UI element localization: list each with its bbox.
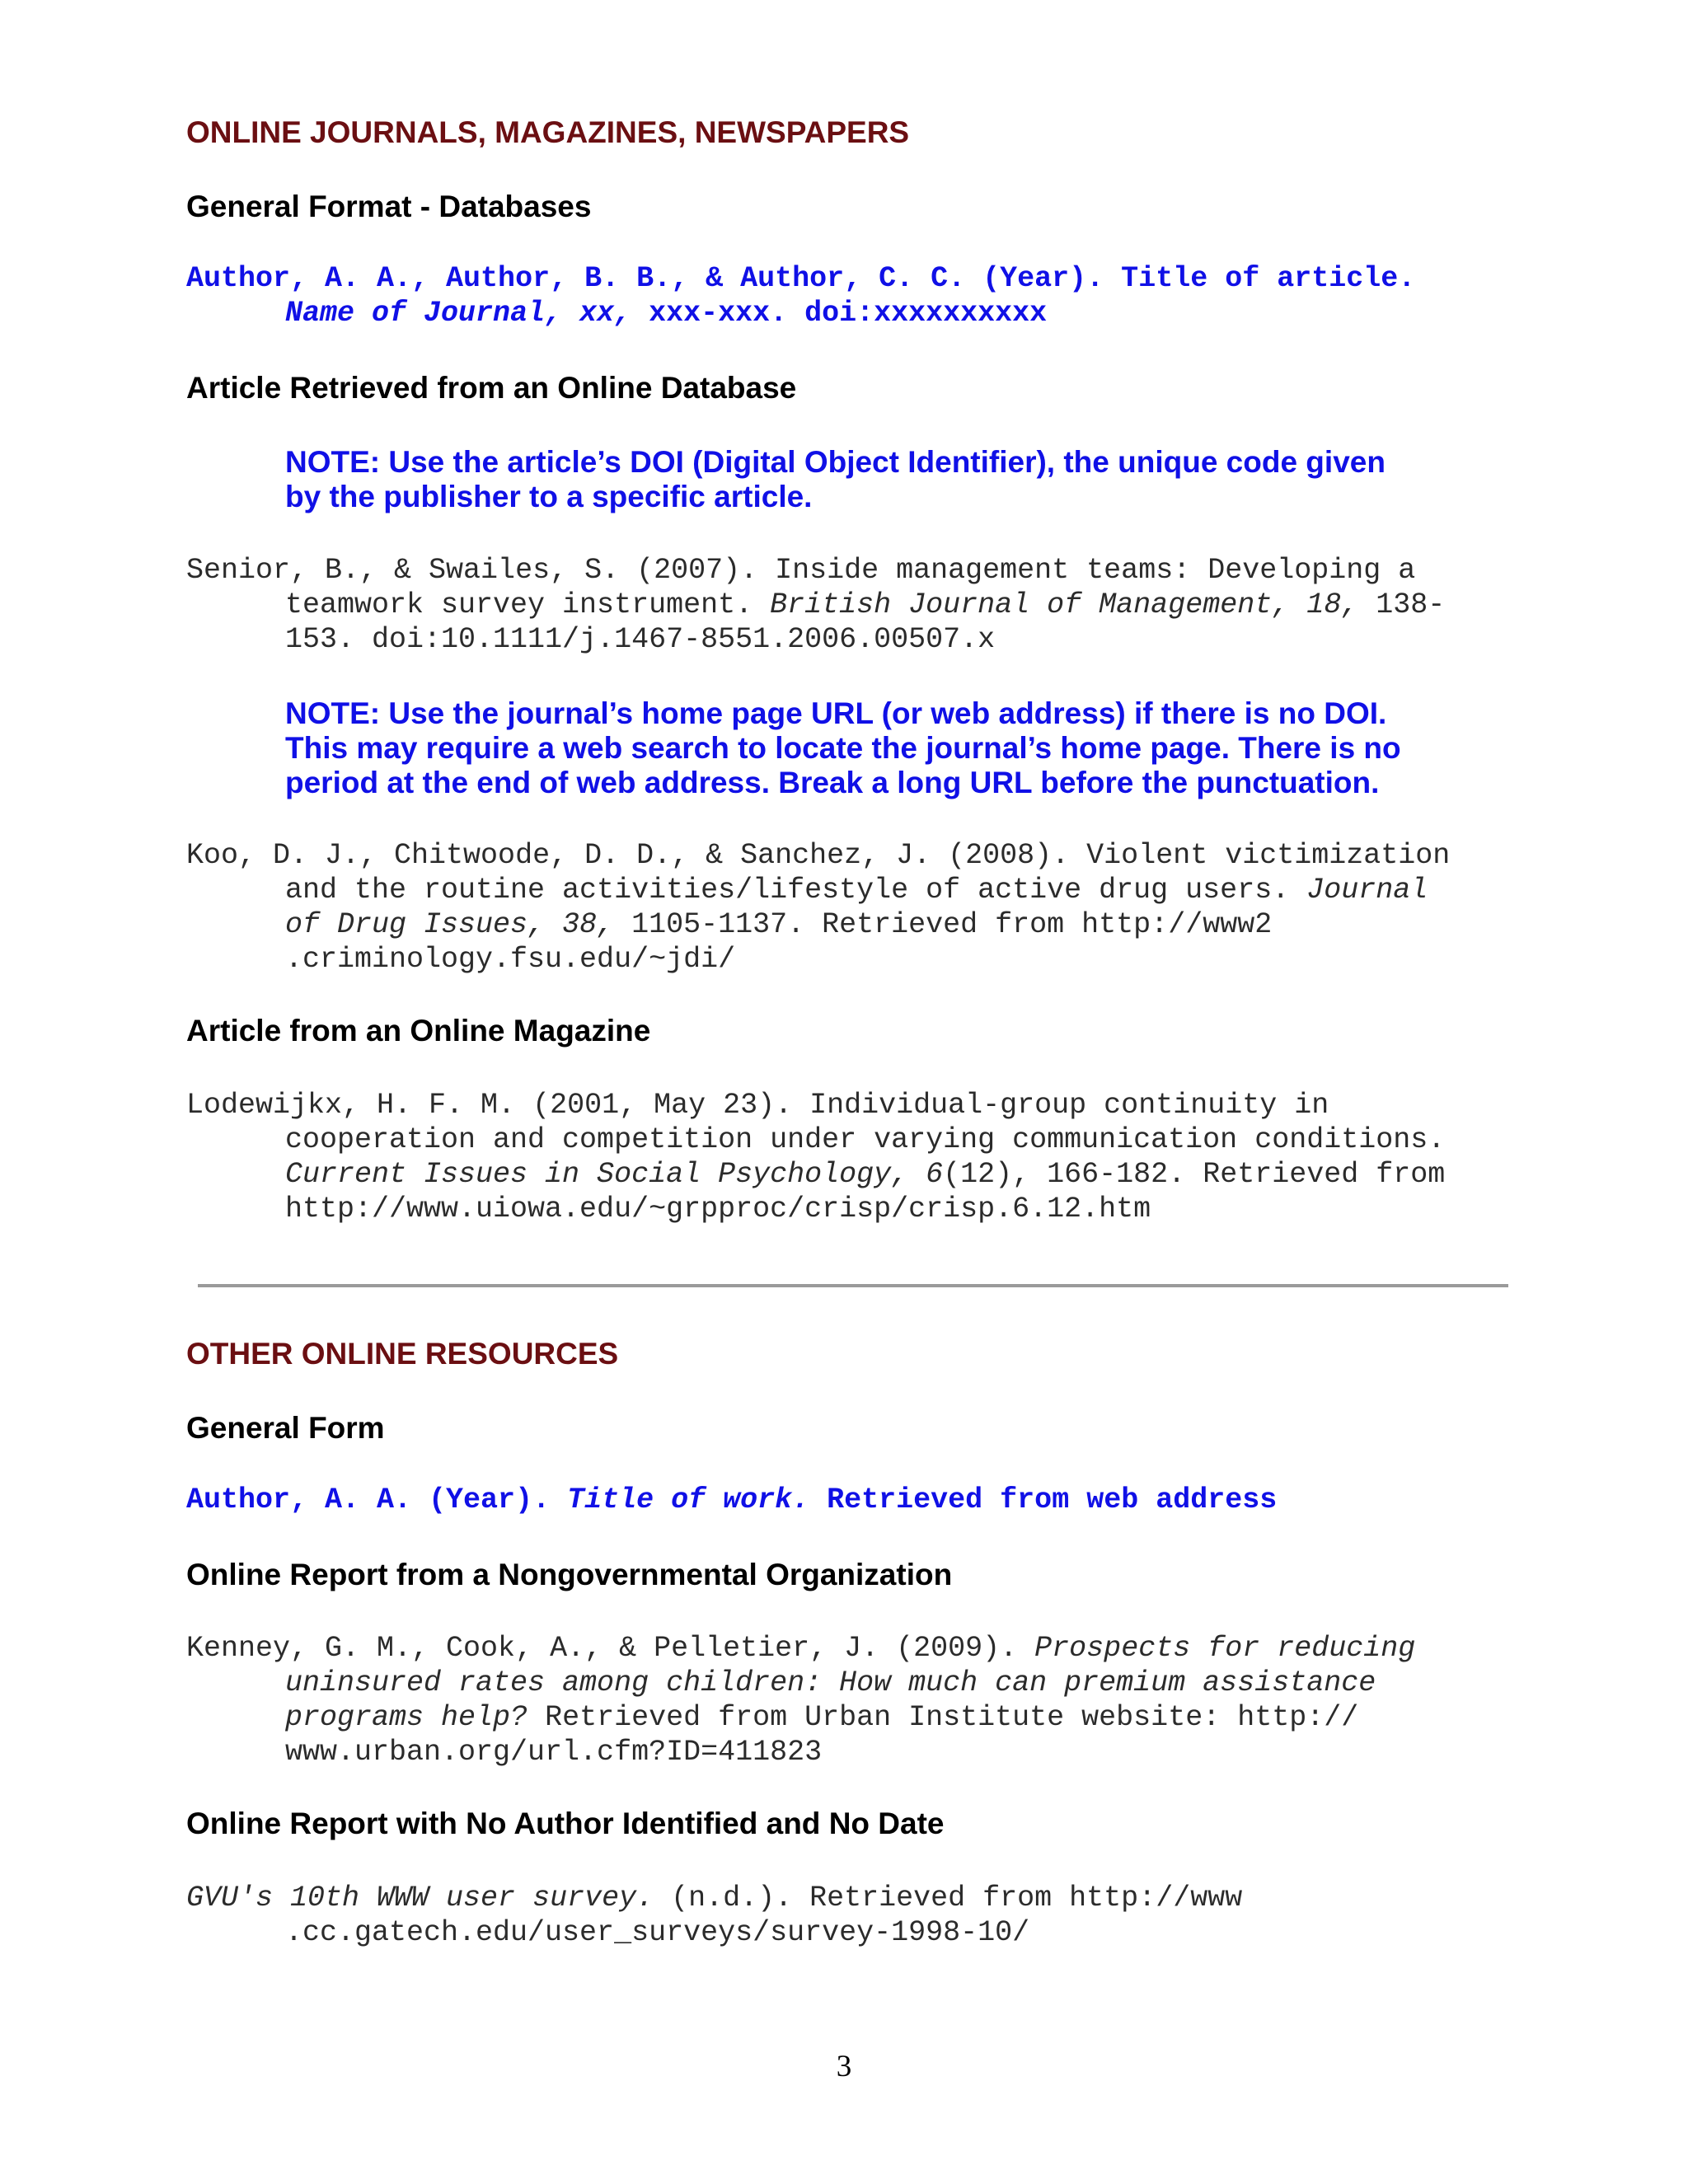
format-line-2 [285,297,1047,330]
ref-senior-line-1: Senior, B., & Swailes, S. (2007). Inside management teams: Developing a [186,554,1416,587]
ref-lodewijkx-line-4: http://www.uiowa.edu/~grpproc/crisp/crisp.6.12.htm [285,1193,1151,1226]
ref-koo-journal-italic-2: of Drug Issues, 38, [285,908,615,941]
section-heading-online-journals: ONLINE JOURNALS, MAGAZINES, NEWSPAPERS [186,115,910,149]
note-url-line-2: This may require a web search to locate the journal’s home page. There is no [285,731,1401,765]
general-form-line [186,1483,1277,1516]
page-number: 3 [836,2050,852,2083]
ref-senior-line-2 [285,588,1445,621]
general-form-pre: Author, A. A. (Year). [186,1483,568,1516]
ref-senior-line-2-pre: teamwork survey instrument. [285,588,771,621]
ref-kenney-line-4: www.urban.org/url.cfm?ID=411823 [285,1736,823,1769]
ref-lodewijkx-journal-italic: Current Issues in Social Psychology, 6 [285,1158,944,1191]
ref-kenney-line-2 [285,1666,1376,1699]
format-line-1: Author, A. A., Author, B. B., & Author, C. C. (Year). Title of article. [186,262,1416,295]
ref-gvu-line-1-post: (n.d.). Retrieved from http://www [654,1882,1243,1915]
ref-senior-journal-italic: British Journal of Management, 18, [770,588,1359,621]
subheading-general-format: General Format - Databases [186,190,592,223]
note-url-line-3: period at the end of web address. Break a long URL before the punctuation. [285,766,1380,799]
ref-kenney-title-italic-1: Prospects for reducing [1034,1632,1416,1665]
format-line-2-rest: xxx-xxx. doi:xxxxxxxxxx [631,297,1048,330]
ref-gvu-line-2: .cc.gatech.edu/user_surveys/survey-1998-10/ [285,1916,1030,1949]
ref-lodewijkx-line-3-post: (12), 166-182. Retrieved from [943,1158,1446,1191]
note-doi-line-1: NOTE: Use the article’s DOI (Digital Object Identifier), the unique code given [285,445,1386,479]
ref-lodewijkx-line-1: Lodewijkx, H. F. M. (2001, May 23). Individual-group continuity in [186,1089,1329,1122]
ref-kenney-title-italic-3: programs help? [285,1701,528,1734]
ref-kenney-line-1-pre: Kenney, G. M., Cook, A., & Pelletier, J. (2009). [186,1632,1035,1665]
ref-lodewijkx-line-3 [285,1158,1445,1191]
ref-koo-journal-italic: Journal [1306,874,1428,907]
ref-senior-line-3: 153. doi:10.1111/j.1467-8551.2006.00507.x [285,623,996,656]
note-url-line-1: NOTE: Use the journal’s home page URL (or web address) if there is no DOI. [285,696,1387,730]
section-heading-other-online: OTHER ONLINE RESOURCES [186,1337,619,1371]
subheading-ngo-report: Online Report from a Nongovernmental Organization [186,1558,953,1591]
ref-koo-line-3 [285,908,1272,941]
subheading-no-author-report: Online Report with No Author Identified and No Date [186,1807,945,1840]
general-form-title-italic: Title of work. [567,1483,810,1516]
ref-koo-line-3-post: 1105-1137. Retrieved from http://www2 [614,908,1273,941]
subheading-general-form: General Form [186,1411,385,1445]
ref-gvu-title-italic: GVU's 10th WWW user survey. [186,1882,654,1915]
ref-kenney-line-3 [285,1701,1358,1734]
ref-senior-line-2-post: 138- [1358,588,1446,621]
subheading-article-database: Article Retrieved from an Online Database [186,371,797,405]
ref-lodewijkx-line-2: cooperation and competition under varying communication conditions. [285,1123,1446,1156]
general-form-post: Retrieved from web address [809,1483,1278,1516]
ref-kenney-line-1 [186,1632,1415,1665]
ref-kenney-line-3-post: Retrieved from Urban Institute website: http:// [528,1701,1359,1734]
section-divider [198,1284,1508,1287]
subheading-article-magazine: Article from an Online Magazine [186,1014,651,1047]
note-doi-line-2: by the publisher to a specific article. [285,480,813,513]
ref-koo-line-2 [285,874,1428,907]
ref-koo-line-1: Koo, D. J., Chitwoode, D. D., & Sanchez, J. (2008). Violent victimization [186,839,1451,872]
ref-gvu-line-1 [186,1882,1242,1915]
ref-koo-line-4: .criminology.fsu.edu/~jdi/ [285,943,736,976]
ref-kenney-title-italic-2: uninsured rates among children: How much can premium assistance [285,1666,1376,1699]
ref-koo-line-2-pre: and the routine activities/lifestyle of active drug users. [285,874,1307,907]
format-journal-italic: Name of Journal, xx, [285,297,632,330]
